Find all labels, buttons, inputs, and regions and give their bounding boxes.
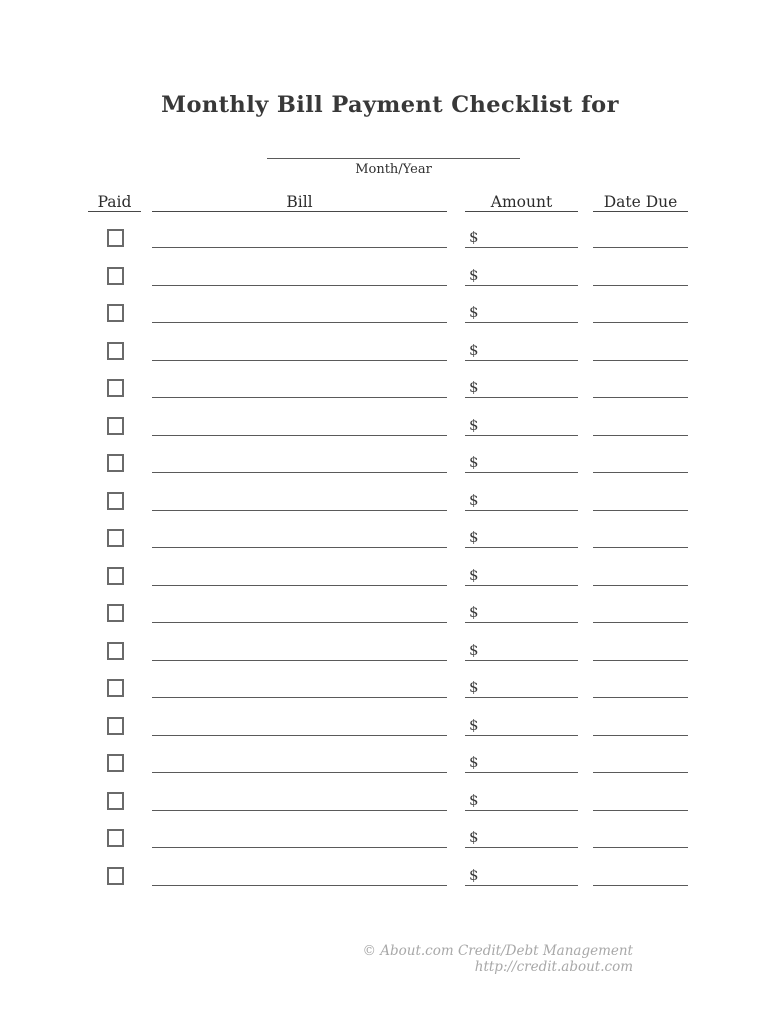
date-due-input-line[interactable]: [593, 603, 688, 623]
table-row: [0, 341, 770, 379]
date-due-input-line[interactable]: [593, 378, 688, 398]
paid-checkbox[interactable]: [107, 679, 124, 697]
dollar-sign: $: [469, 490, 479, 509]
date-due-input-line[interactable]: [593, 266, 688, 286]
paid-checkbox[interactable]: [107, 417, 124, 435]
bill-input-line[interactable]: [152, 866, 447, 886]
date-due-input-line[interactable]: [593, 791, 688, 811]
paid-checkbox[interactable]: [107, 229, 124, 247]
table-row: [0, 378, 770, 416]
page-title: Monthly Bill Payment Checklist for: [161, 92, 619, 118]
paid-checkbox[interactable]: [107, 604, 124, 622]
amount-input-line[interactable]: [465, 416, 578, 436]
column-header-date-due: Date Due: [593, 193, 688, 212]
table-row: [0, 453, 770, 491]
amount-input-line[interactable]: [465, 866, 578, 886]
paid-checkbox[interactable]: [107, 829, 124, 847]
table-row: [0, 416, 770, 454]
table-row: [0, 603, 770, 641]
dollar-sign: $: [469, 603, 479, 621]
table-row: [0, 528, 770, 566]
paid-checkbox[interactable]: [107, 792, 124, 810]
dollar-sign: $: [469, 715, 479, 734]
paid-checkbox[interactable]: [107, 754, 124, 772]
paid-checkbox[interactable]: [107, 267, 124, 285]
dollar-sign: $: [469, 228, 479, 246]
bill-input-line[interactable]: [152, 603, 447, 623]
bill-input-line[interactable]: [152, 491, 447, 511]
date-due-input-line[interactable]: [593, 678, 688, 698]
dollar-sign: $: [469, 790, 479, 809]
dollar-sign: $: [469, 678, 479, 696]
date-due-input-line[interactable]: [593, 753, 688, 773]
paid-checkbox[interactable]: [107, 567, 124, 585]
bill-input-line[interactable]: [152, 528, 447, 548]
month-year-label: Month/Year: [355, 162, 432, 177]
table-row: [0, 716, 770, 754]
bill-input-line[interactable]: [152, 453, 447, 473]
table-row: [0, 228, 770, 266]
date-due-input-line[interactable]: [593, 566, 688, 586]
bill-input-line[interactable]: [152, 341, 447, 361]
dollar-sign: $: [469, 753, 479, 771]
table-row: [0, 491, 770, 529]
amount-input-line[interactable]: [465, 453, 578, 473]
paid-checkbox[interactable]: [107, 304, 124, 322]
amount-input-line[interactable]: [465, 303, 578, 323]
column-header-paid: Paid: [88, 193, 141, 212]
amount-input-line[interactable]: [465, 566, 578, 586]
table-row: [0, 753, 770, 791]
dollar-sign: $: [469, 415, 479, 434]
bill-rows: [0, 228, 770, 903]
column-header-amount: Amount: [465, 193, 578, 212]
dollar-sign: $: [469, 565, 479, 584]
paid-checkbox[interactable]: [107, 717, 124, 735]
bill-input-line[interactable]: [152, 266, 447, 286]
amount-input-line[interactable]: [465, 528, 578, 548]
amount-input-line[interactable]: [465, 641, 578, 661]
table-row: [0, 791, 770, 829]
bill-input-line[interactable]: [152, 678, 447, 698]
footer-url: http://credit.about.com: [474, 959, 633, 975]
column-header-bill: Bill: [152, 193, 447, 212]
bill-input-line[interactable]: [152, 641, 447, 661]
bill-input-line[interactable]: [152, 378, 447, 398]
footer: [232, 943, 633, 975]
amount-input-line[interactable]: [465, 491, 578, 511]
table-row: [0, 828, 770, 866]
paid-checkbox[interactable]: [107, 379, 124, 397]
paid-checkbox[interactable]: [107, 342, 124, 360]
dollar-sign: $: [469, 340, 479, 359]
date-due-input-line[interactable]: [593, 641, 688, 661]
date-due-input-line[interactable]: [593, 491, 688, 511]
bill-input-line[interactable]: [152, 566, 447, 586]
bill-input-line[interactable]: [152, 753, 447, 773]
amount-input-line[interactable]: [465, 753, 578, 773]
paid-checkbox[interactable]: [107, 454, 124, 472]
paid-checkbox[interactable]: [107, 867, 124, 885]
dollar-sign: $: [469, 378, 479, 396]
dollar-sign: $: [469, 640, 479, 659]
paid-checkbox[interactable]: [107, 492, 124, 510]
amount-input-line[interactable]: [465, 828, 578, 848]
bill-input-line[interactable]: [152, 791, 447, 811]
bill-input-line[interactable]: [152, 416, 447, 436]
dollar-sign: $: [469, 865, 479, 884]
date-due-input-line[interactable]: [593, 828, 688, 848]
amount-input-line[interactable]: [465, 791, 578, 811]
table-row: [0, 266, 770, 304]
date-due-input-line[interactable]: [593, 303, 688, 323]
dollar-sign: $: [469, 453, 479, 471]
bill-input-line[interactable]: [152, 303, 447, 323]
table-row: [0, 678, 770, 716]
date-due-input-line[interactable]: [593, 228, 688, 248]
date-due-input-line[interactable]: [593, 866, 688, 886]
date-due-input-line[interactable]: [593, 453, 688, 473]
dollar-sign: $: [469, 528, 479, 546]
bill-input-line[interactable]: [152, 228, 447, 248]
table-row: [0, 303, 770, 341]
amount-input-line[interactable]: [465, 603, 578, 623]
amount-input-line[interactable]: [465, 716, 578, 736]
dollar-sign: $: [469, 265, 479, 284]
date-due-input-line[interactable]: [593, 416, 688, 436]
date-due-input-line[interactable]: [593, 528, 688, 548]
table-row: [0, 866, 770, 904]
dollar-sign: $: [469, 303, 479, 321]
amount-input-line[interactable]: [465, 378, 578, 398]
month-year-input-line[interactable]: [267, 139, 520, 159]
paid-checkbox[interactable]: [107, 642, 124, 660]
date-due-input-line[interactable]: [593, 341, 688, 361]
table-row: [0, 566, 770, 604]
bill-input-line[interactable]: [152, 828, 447, 848]
bill-input-line[interactable]: [152, 716, 447, 736]
date-due-input-line[interactable]: [593, 716, 688, 736]
amount-input-line[interactable]: [465, 678, 578, 698]
amount-input-line[interactable]: [465, 228, 578, 248]
paid-checkbox[interactable]: [107, 529, 124, 547]
dollar-sign: $: [469, 828, 479, 846]
table-row: [0, 641, 770, 679]
amount-input-line[interactable]: [465, 341, 578, 361]
amount-input-line[interactable]: [465, 266, 578, 286]
footer-copyright: © About.com Credit/Debt Management: [362, 943, 633, 959]
